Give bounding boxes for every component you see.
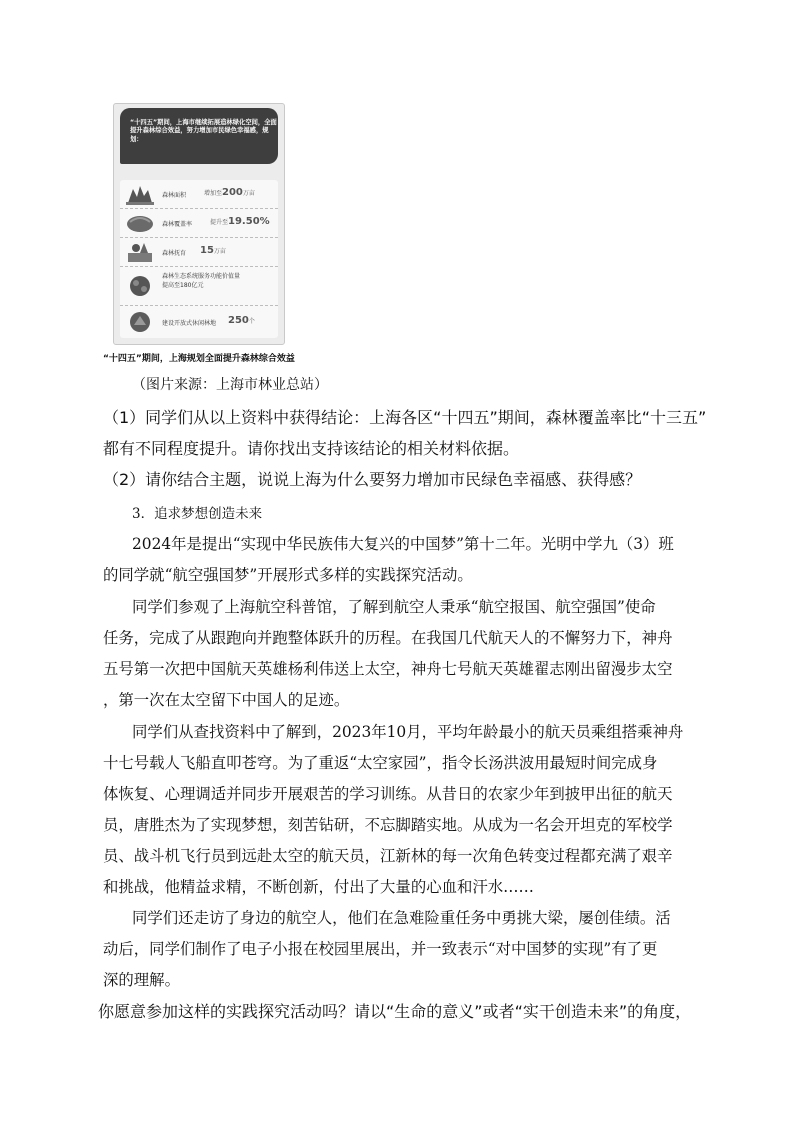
- paragraph-line: 深的理解。: [103, 971, 180, 989]
- stat-label: 森林抚育: [162, 250, 187, 257]
- paragraph-line: 五号第一次把中国航天英雄杨利伟送上太空，神舟七号航天英雄翟志刚出留漫步太空: [103, 660, 673, 678]
- stat-row-coverage: [120, 209, 278, 238]
- stat-label: 建设开放式休闲林地: [162, 320, 217, 327]
- stat-row-leisure-forest: [120, 306, 278, 338]
- infographic-header: [120, 108, 278, 164]
- infographic: [113, 103, 285, 345]
- paragraph-line: 和挑战，他精益求精，不断创新，付出了大量的心血和汗水……: [103, 878, 534, 896]
- coverage-icon: [126, 212, 154, 234]
- question-1-line-2: 都有不同程度提升。请你找出支持该结论的相关材料依据。: [103, 439, 520, 458]
- stat-row-tending: [120, 238, 278, 267]
- paragraph-line: ，第一次在太空留下中国人的足迹。: [103, 691, 350, 709]
- infographic-intro: “十四五”期间，上海市继续拓展造林绿化空间，全面提升森林综合效益，努力增加市民绿色幸福感，规划：: [130, 119, 277, 143]
- section-heading: 3．追求梦想创造未来: [132, 506, 263, 522]
- stat-row-ecosystem-value: [120, 267, 278, 306]
- stat-value: 250个: [228, 315, 255, 326]
- paragraph-line: 同学们参观了上海航空科普馆，了解到航空人秉承“航空报国、航空强国”使命: [132, 598, 656, 616]
- ecosystem-icon: [126, 275, 154, 297]
- paragraph-line: 动后，同学们制作了电子小报在校园里展出，并一致表示“对中国梦的实现”有了更: [103, 940, 658, 958]
- paragraph-line: 同学们从查找资料中了解到，2023年10月，平均年龄最小的航天员乘组搭乘神舟: [132, 723, 684, 741]
- stat-value: 15万亩: [200, 245, 226, 256]
- paragraph-line: 十七号载人飞船直叩苍穹。为了重返“太空家园”，指令长汤洪波用最短时间完成身: [103, 754, 658, 772]
- question-1-line-1: （1）同学们从以上资料中获得结论：上海各区“十四五”期间，森林覆盖率比“十三五”: [103, 408, 707, 427]
- infographic-stats-card: [120, 180, 278, 338]
- paragraph-line: 任务，完成了从跟跑向并跑整体跃升的历程。在我国几代航天人的不懈努力下，神舟: [103, 629, 673, 647]
- infographic-caption: “十四五”期间，上海规划全面提升森林综合效益: [103, 354, 295, 364]
- stat-row-forest-area: [120, 180, 278, 209]
- stat-label: 森林面积: [162, 192, 187, 199]
- paragraph-line: 的同学就“航空强国梦”开展形式多样的实践探究活动。: [103, 566, 473, 584]
- leisure-forest-icon: [126, 311, 154, 333]
- paragraph-line: 员、战斗机飞行员到远赴太空的航天员，江新林的每一次角色转变过程都充满了艰辛: [103, 847, 673, 865]
- question-2: （2）请你结合主题，说说上海为什么要努力增加市民绿色幸福感、获得感？: [103, 470, 642, 489]
- paragraph-line: 同学们还走访了身边的航空人，他们在急难险重任务中勇挑大梁，屡创佳绩。活: [132, 909, 671, 927]
- paragraph-line: 2024年是提出“实现中华民族伟大复兴的中国梦”第十二年。光明中学九（3）班: [132, 535, 674, 553]
- image-source: （图片来源：上海市林业总站）: [132, 377, 328, 393]
- stat-label: 森林覆盖率: [162, 221, 193, 228]
- stat-value: 增加至200万亩: [204, 187, 255, 198]
- stat-label: 森林生态系统服务功能价值量 提高至180亿元: [162, 273, 241, 289]
- final-question: 你愿意参加这样的实践探究活动吗？请以“生命的意义”或者“实干创造未来”的角度，: [98, 1002, 692, 1021]
- stat-value: 提升至19.50%: [210, 216, 270, 227]
- paragraph-line: 员，唐胜杰为了实现梦想，刻苦钻研，不忘脚踏实地。从成为一名会开坦克的军校学: [103, 816, 673, 834]
- paragraph-line: 体恢复、心理调适并同步开展艰苦的学习训练。从昔日的农家少年到披甲出征的航天: [103, 785, 673, 803]
- tending-icon: [126, 241, 154, 263]
- forest-icon: [126, 183, 154, 205]
